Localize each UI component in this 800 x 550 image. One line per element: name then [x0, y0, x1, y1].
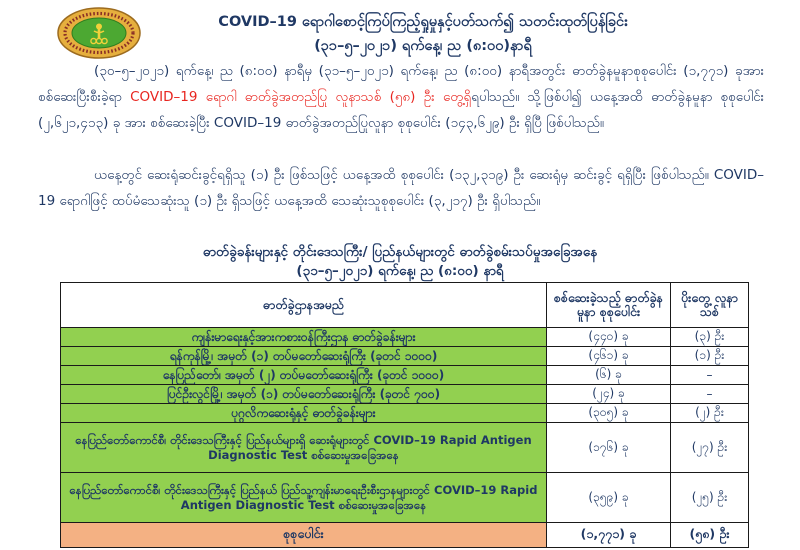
page-title	[148, 10, 698, 58]
total-label-cell: စုစုပေါင်း	[61, 523, 547, 548]
table-title-line2: (၃၁–၅–၂၀၂၁) ရက်နေ့၊ ည (၈:၀၀) နာရီ	[296, 263, 504, 279]
table-title-line1: ဓာတ်ခွဲခန်းများနှင့် တိုင်းဒေသကြီး/ ပြည်နယ်များတွင် ဓာတ်ခွဲစမ်းသပ်မှုအခြေအနေ	[202, 244, 598, 260]
table-header-row	[61, 283, 749, 328]
header-new-positives: ပိုးတွေ့ လူနာသစ်	[671, 283, 749, 328]
positives-cell: (၂၇) ဦး	[671, 423, 749, 473]
positives-cell: (၃) ဦး	[671, 328, 749, 347]
lab-name-cell: နေပြည်တော်ကောင်စီ၊ တိုင်းဒေသကြီးနှင့် ပြည်နယ် ပြည်သူ့ကျန်းမာရေးဦးစီးဌာနများတွင် COVID–19 Rapid Antigen Diagnostic Test စစ်ဆေးမှုအခြေအနေ	[61, 473, 547, 523]
lab-name-cell: ပုဂ္ဂလိကဆေးရုံနှင့် ဓာတ်ခွဲခန်းများ	[61, 404, 547, 423]
header-samples-tested: စစ်ဆေးခဲ့သည့် ဓာတ်ခွဲနမူနာ စုစုပေါင်း	[547, 283, 671, 328]
table-row	[61, 328, 749, 347]
page-title-line1: COVID–19 ရောဂါစောင့်ကြပ်ကြည့်ရှုမှုနှင့်ပတ်သက်၍ သတင်းထုတ်ပြန်ခြင်း	[218, 14, 628, 30]
total-positives-cell: (၅၈) ဦး	[671, 523, 749, 548]
samples-cell: (၃၀၅) ခု	[547, 404, 671, 423]
lab-name-cell: နေပြည်တော်ကောင်စီ၊ တိုင်းဒေသကြီးနှင့် ပြည်နယ်များရှိ ဆေးရုံများတွင် COVID–19 Rapid Antigen Diagnostic Test စစ်ဆေးမှုအခြေအနေ	[61, 423, 547, 473]
positives-cell: –	[671, 366, 749, 385]
lab-name-cell: ကျန်းမာရေးနှင့်အားကစားဝန်ကြီးဌာန ဓာတ်ခွဲခန်းများ	[61, 328, 547, 347]
samples-cell: (၂၄) ခု	[547, 385, 671, 404]
table-row	[61, 404, 749, 423]
table-row	[61, 347, 749, 366]
summary-paragraph-2	[38, 162, 764, 242]
paragraph1-text-end: ရပါသည်။ သို့ဖြစ်ပါ၍ ယနေ့အထိ ဓာတ်ခွဲနမူနာ စုစုပေါင်း (၂,၆၂၁,၄၁၃) ခု အား စစ်ဆေးခဲ့ပြီး COVID–19 ဓာတ်ခွဲအတည်ပြုလူနာ စုစုပေါင်း (၁၄၃,၆၂၉) ဦး ရှိပြီ ဖြစ်ပါသည်။	[38, 89, 764, 131]
samples-cell: (၄၆၁) ခု	[547, 347, 671, 366]
samples-cell: (၁၇၆) ခု	[547, 423, 671, 473]
table-total-row	[61, 523, 749, 548]
summary-paragraph-1	[38, 58, 764, 162]
samples-cell: (၆) ခု	[547, 366, 671, 385]
paragraph2-text: ယနေ့တွင် ဆေးရုံဆင်းခွင့်ရရှိသူ (၁) ဦး ဖြစ်သဖြင့် ယနေ့အထိ စုစုပေါင်း (၁၃၂,၃၁၉) ဦး ဆေးရုံမှ ဆင်းခွင့် ရရှိပြီး ဖြစ်ပါသည်။ COVID–19 ရောဂါဖြင့် ထပ်မံသေဆုံးသူ (၁) ဦး ရှိသဖြင့် ယနေ့အထိ သေဆုံးသူစုစုပေါင်း (၃,၂၁၇) ဦး ရှိပါသည်။	[38, 167, 764, 209]
positives-cell: (၁) ဦး	[671, 347, 749, 366]
positives-cell: (၂၅) ဦး	[671, 473, 749, 523]
lab-name-cell: နေပြည်တော်၊ အမှတ် (၂) တပ်မတော်ဆေးရုံကြီး (ခုတင် ၁၀၀၀)	[61, 366, 547, 385]
table-row	[61, 423, 749, 473]
table-title	[0, 243, 800, 281]
ministry-of-health-seal-icon	[56, 7, 142, 59]
samples-cell: (၃၅၉) ခု	[547, 473, 671, 523]
header-lab-name: ဓာတ်ခွဲဌာနအမည်	[61, 283, 547, 328]
lab-name-cell: ရန်ကုန်မြို့၊ အမှတ် (၁) တပ်မတော်ဆေးရုံကြီး (ခုတင် ၁၀၀၀)	[61, 347, 547, 366]
paragraph1-text-start: (၃၀–၅–၂၀၂၁) ရက်နေ့၊ ည (၈:၀၀) နာရီမှ (၃၁–၅–၂၀၂၁) ရက်နေ့၊ ည (၈:၀၀) နာရီအတွင်း ဓာတ်ခွဲနမူနာစုစုပေါင်း (၁,၇၇၁) ခုအား စစ်ဆေးပြီးစီးခဲ့ရာ	[38, 63, 764, 105]
lab-name-cell: ပြင်ဦးလွင်မြို့၊ အမှတ် (၁) တပ်မတော်ဆေးရုံကြီး (ခုတင် ၇၀၀)	[61, 385, 547, 404]
table-row	[61, 385, 749, 404]
samples-cell: (၄၄၀) ခု	[547, 328, 671, 347]
report-body	[38, 58, 764, 242]
positives-cell: –	[671, 385, 749, 404]
total-samples-cell: (၁,၇၇၁) ခု	[547, 523, 671, 548]
table-row	[61, 473, 749, 523]
table-row	[61, 366, 749, 385]
positives-cell: (၂) ဦး	[671, 404, 749, 423]
new-cases-highlight: COVID–19 ရောဂါ ဓာတ်ခွဲအတည်ပြု လူနာသစ် (၅၈) ဦး တွေ့ရှိ	[130, 89, 472, 105]
report-datetime: (၃၁–၅–၂၀၂၁) ရက်နေ့၊ ည (၈:၀၀)နာရီ	[314, 38, 532, 54]
lab-results-table	[60, 282, 749, 548]
